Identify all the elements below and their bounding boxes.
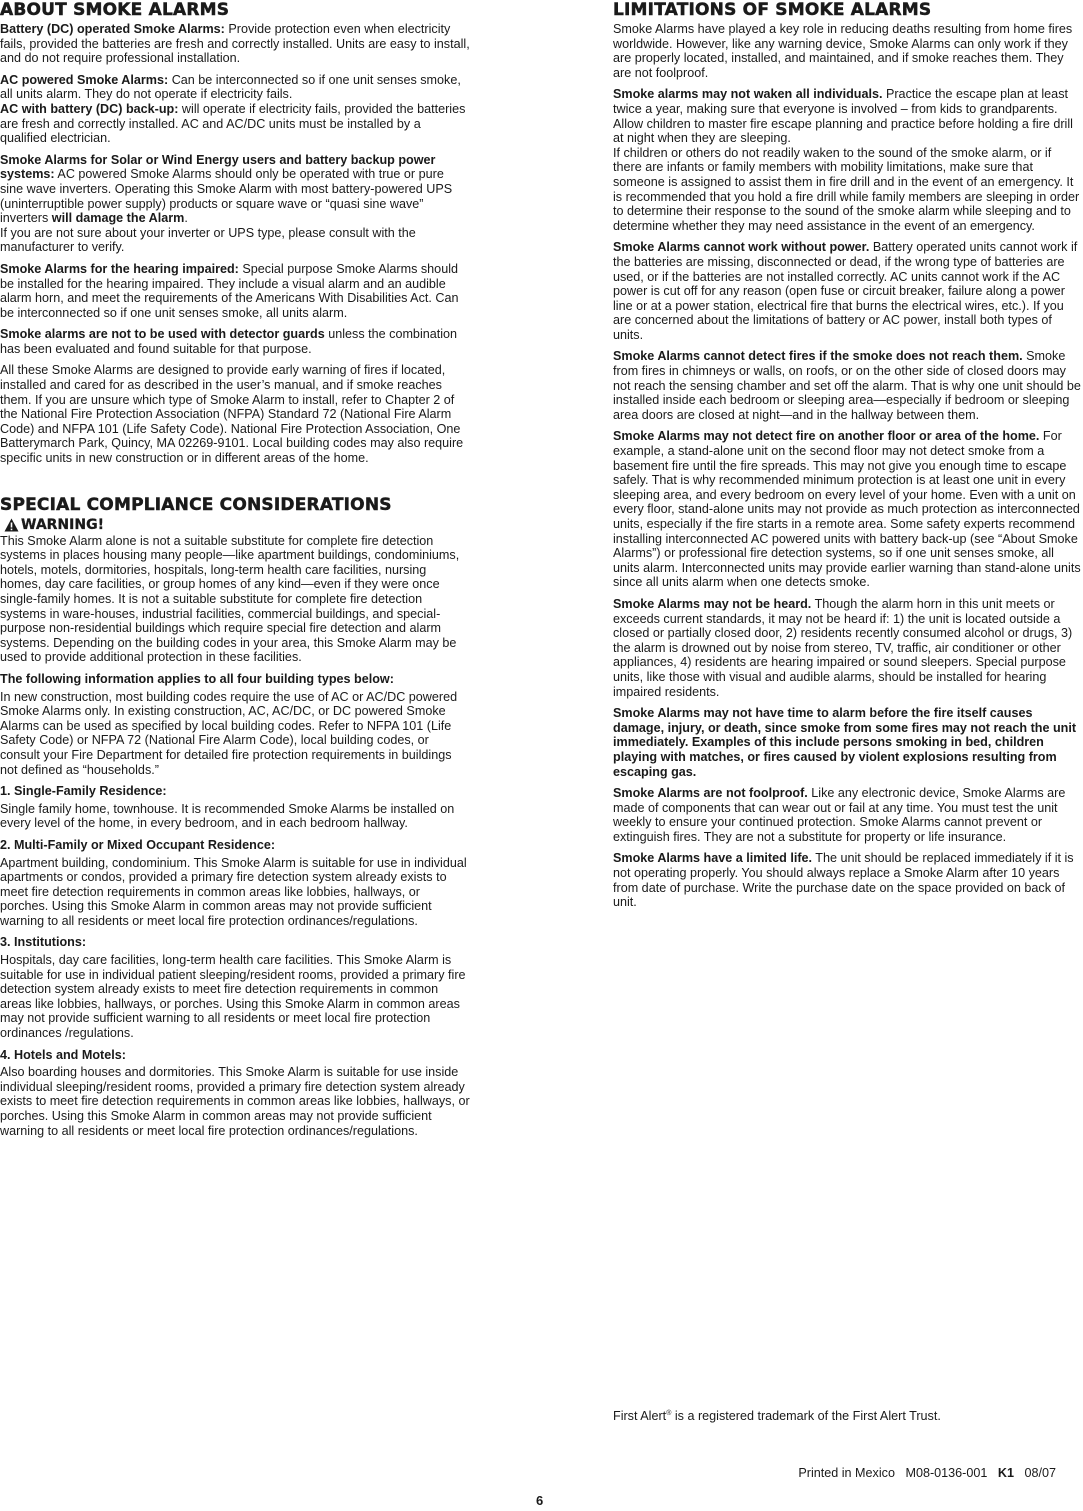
about-heading: ABOUT SMOKE ALARMS [0, 0, 230, 20]
limit-not-foolproof: Smoke Alarms are not foolproof. Like any electronic device, Smoke Alarms are made of components that can wear out or fail at any time. You must test the unit weekly to ensure your continued protection. Smoke Alarms cannot prevent or extinguish fires. They are not a substitute for property or life insurance. [613, 786, 1066, 844]
applies-text: In new construction, most building codes require the use of AC or AC/DC powered Smoke Alarms only. In existing construction, AC, AC/DC, or DC powered Smoke Alarms can be used as specified by local building codes. Refer to NFPA 101 (Life Safety Code) or NFPA 72 (National Fire Alarm Code), local building codes, or consult your Fire Department for detailed fire protection requirements in buildings not defined as “households.” [0, 689, 458, 777]
limit-waken: Smoke alarms may not waken all individuals. Practice the escape plan at least twice a year, making sure that everyone is involved – from kids to grandparents. Allow children to master fire escape planning and practice before holding a fire drill at night when they are sleeping. If children or others do not readily waken to the sound of the smoke alarm, or if there are infants or family members with mobility limitations, make sure that someone is assigned to assist them in fire drill and in the event of an emergency. It is recommended that you hold a fire drill while family members are sleeping in order to determine their response to the sound of the smoke alarm while sleeping and to determine whether they may need assistance in the event of an emergency. [613, 87, 1080, 233]
page-number: 6 [536, 1493, 544, 1508]
type-4-title: 4. Hotels and Motels: [0, 1047, 126, 1062]
applies-heading: The following information applies to all four building types below: [0, 671, 394, 686]
about-detector-guards: Smoke alarms are not to be used with detector guards unless the combination has been evaluated and found suitable for that purpose. [0, 327, 458, 356]
limit-no-time: Smoke Alarms may not have time to alarm before the fire itself causes damage, injury, or death, since smoke from some fires may not reach the unit immediately. Examples of this include persons smoking in bed, children playing with matches, or fires caused by violent explosions resulting from escaping gas. [613, 706, 1077, 779]
special-compliance-heading: SPECIAL COMPLIANCE CONSIDERATIONS [0, 494, 392, 515]
trademark-notice: First Alert® is a registered trademark of the First Alert Trust. [613, 1409, 941, 1423]
type-3-title: 3. Institutions: [0, 935, 87, 950]
about-battery: Battery (DC) operated Smoke Alarms: Provide protection even when electricity fails, provided the batteries are fresh and correctly installed. Units are easy to install, and do not require professional installation. [0, 22, 470, 66]
type-4-text: Also boarding houses and dormitories. This Smoke Alarm is suitable for use inside individual sleeping/resident rooms, provided a primary fire detection system already exists to meet fire detection requirements in common areas like lobbies, hallways, or porches. Using this Smoke Alarm in common areas may not provide sufficient warning to all residents or meet local fire protection ordinances/regulations. [0, 1065, 470, 1138]
limit-limited-life: Smoke Alarms have a limited life. The unit should be replaced immediately if it is not operating properly. You should always replace a Smoke Alarm after 10 years from date of purchase. Write the purchase date on the space provided on back of unit. [613, 851, 1074, 910]
about-ac-backup: AC with battery (DC) back-up: will operate if electricity fails, provided the batteries are fresh and correctly installed. AC and AC/DC units must be installed by a qualified electrician. [0, 101, 466, 146]
type-2-text: Apartment building, condominium. This Smoke Alarm is suitable for use in individual apartments or condos, provided a primary fire detection system already exists to meet fire detection requirements in common areas like lobbies, hallways, or porches. Using this Smoke Alarm in common areas may not provide sufficient warning to all residents or meet local fire protection ordinances/regulations. [0, 855, 467, 928]
warning-label: WARNING! [4, 517, 470, 533]
limitations-intro: Smoke Alarms have played a key role in reducing deaths resulting from home fires worldwide. However, like any warning device, Smoke Alarms can only work if they are properly located, installed, and maintained, and if smoke reaches them. They are not foolproof. [613, 22, 1073, 80]
about-hearing-impaired: Smoke Alarms for the hearing impaired: Special purpose Smoke Alarms should be installed for the hearing impaired. They include a visual alarm and an audible alarm horn, and meet the requirements of the Americans With Disabilities Act. Can be interconnected so if one unit senses smoke, all units alarm. [0, 261, 459, 320]
about-all-alarms: All these Smoke Alarms are designed to provide early warning of fires if located, installed and cared for as described in the user’s manual, and if smoke reaches them. If you are unsure which type of Smoke Alarm to install, refer to Chapter 2 of the National Fire Protection Association (NFPA) Standard 72 (National Fire Alarm Code) and NFPA 101 (Life Safety Code). National Fire Protection Association, One Batterymarch Park, Quincy, MA 02269-9101. Local building codes may also require specific units in new construction or in different areas of the home. [0, 363, 464, 466]
type-1-text: Single family home, townhouse. It is recommended Smoke Alarms be installed on every level of the home, in every bedroom, and in each bedroom hallway. [0, 801, 455, 831]
limit-smoke-reach: Smoke Alarms cannot detect fires if the smoke does not reach them. Smoke from fires in chimneys or walls, on roofs, or on the other side of closed doors may not reach the sensing chamber and set off the alarm. That is why one unit should be installed inside each bedroom or sleeping area—especially if bedroom or sleeping area doors are closed at night—and in the hallway between them. [613, 349, 1081, 422]
print-info: Printed in Mexico M08-0136-001 K1 08/07 [798, 1466, 1056, 1480]
type-2-title: 2. Multi-Family or Mixed Occupant Residence: [0, 837, 276, 852]
right-column [613, 0, 1083, 917]
limit-power: Smoke Alarms cannot work without power. Battery operated units cannot work if the batteries are missing, disconnected or dead, if the wrong type of batteries are used, or if the batteries are not installed correctly. AC units cannot work if the AC power is cut off for any reason (open fuse or circuit breaker, failure along a power line or at a power station, electrical fire that burns the electrical wires, etc.). If you are concerned about the limitations of battery or AC power, install both types of units. [613, 240, 1078, 342]
limit-another-floor: Smoke Alarms may not detect fire on another floor or area of the home. For example, a stand-alone unit on the second floor may not detect smoke from a basement fire until the fire spreads. This may not give you enough time to escape safely. That is why recommended minimum protection is at least one unit in every sleeping area, and every bedroom on every level of your home. Even with a unit on every floor, stand-alone units may not provide as much protection as interconnected units, especially if the fire starts in a remote area. Some safety experts recommend installing interconnected AC powered units with battery back-up (see “About Smoke Alarms”) or professional fire detection systems, so if one unit senses smoke, all units alarm. Interconnected units may provide earlier warning than stand-alone units since all units alarm when one detects smoke. [613, 429, 1081, 590]
limit-not-heard: Smoke Alarms may not be heard. Though the alarm horn in this unit meets or exceeds current standards, it may not be heard if: 1) the unit is located outside a closed or partially closed door, 2) residents recently consumed alcohol or drugs, 3) the alarm is drowned out by noise from stereo, TV, traffic, air conditioner or other appliances, 4) residents are hearing impaired or sound sleepers. Special purpose units, like those with visual and audible alarms, should be installed for hearing impaired residents. [613, 596, 1073, 699]
type-3-text: Hospitals, day care facilities, long-term health care facilities. This Smoke Alarm is suitable for use in individual patient sleeping/resident rooms, provided a primary fire detection system already exists to meet fire detection requirements in common areas like lobbies, hallways, or porches. Using this Smoke Alarm in common areas may not provide sufficient warning to all residents or meet local fire protection ordinances /regulations. [0, 953, 466, 1041]
left-column [0, 0, 470, 1145]
about-ac: AC powered Smoke Alarms: Can be interconnected so if one unit senses smoke, all units alarm. They do not operate if electricity fails. [0, 72, 461, 102]
type-1-title: 1. Single-Family Residence: [0, 784, 167, 799]
about-solar: Smoke Alarms for Solar or Wind Energy users and battery backup power systems: AC powered Smoke Alarms should only be operated with true or pure sine wave inverters. Operating this Smoke Alarm with most battery-powered UPS (uninterruptible power supply) products or square wave or “quasi sine wave” inverters will damage the Alarm. If you are not sure about your inverter or UPS type, please consult with the manufacturer to verify. [0, 152, 453, 255]
warning-triangle-icon [4, 518, 19, 532]
limitations-heading: LIMITATIONS OF SMOKE ALARMS [613, 0, 932, 20]
warning-text: This Smoke Alarm alone is not a suitable substitute for complete fire detection systems in places housing many people—like apartment buildings, condominiums, hotels, motels, dormitories, hospitals, long-term health care facilities, nursing homes, day care facilities, or group homes of any kind—even if they were once single-family homes. It is not a suitable substitute for complete fire detection systems in ware-houses, industrial facilities, commercial buildings, and special-purpose non-residential buildings which require special fire detection and alarm systems. Depending on the building codes in your area, this Smoke Alarm may be used to provide additional protection in these facilities. [0, 533, 460, 665]
